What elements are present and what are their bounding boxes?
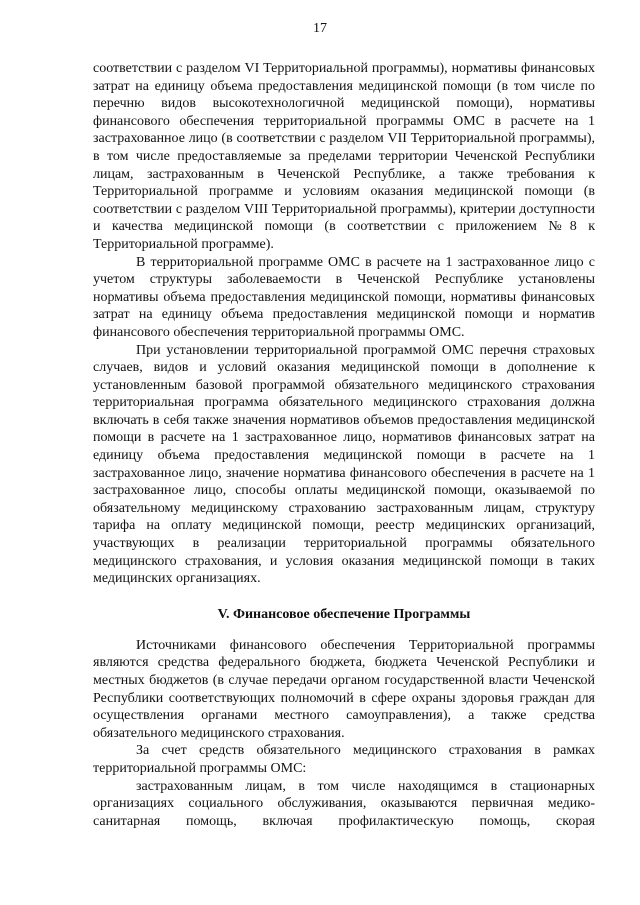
paragraph-continuation: соответствии с разделом VI Территориальной программы), нормативы финансовых затрат на единицу объема предоставления медицинской помощи (в том числе по перечню видов высокотехнологичной медицинской помощи), нормативы финансового обеспечения территориальной программы ОМС в расчете на 1 застрахованное лицо (в соответствии с разделом VII Территориальной программы), в том числе предоставляемые за пределами территории Чеченской Республики лицам, застрахованным в Чеченской Республике, а также требования к Территориальной программе и условиям оказания медицинской помощи (в соответствии с разделом VIII Территориальной программы), критерии доступности и качества медицинской помощи (в соответствии с приложением №8 к Территориальной программе). — [93, 61, 595, 252]
paragraph-insured-persons: застрахованным лицам, в том числе находящимся в стационарных организациях социального обслуживания, оказываются первичная медико-санитарная помощь, включая профилактическую помощь, скорая — [93, 778, 595, 829]
page-content — [93, 60, 595, 830]
paragraph-funding-sources: Источниками финансового обеспечения Территориальной программы являются средства федерального бюджета, бюджета Чеченской Республики и местных бюджетов (в случае передачи органом государственной власти Чеченской Республики соответствующих полномочий в сфере охраны здоровья граждан для осуществления органами местного самоуправления), а также средства обязательного медицинского страхования. — [93, 637, 595, 741]
paragraph-oms-funds: За счет средств обязательного медицинского страхования в рамках территориальной программы ОМС: — [93, 743, 595, 776]
paragraph-oms-norms: В территориальной программе ОМС в расчете на 1 застрахованное лицо с учетом структуры заболеваемости в Чеченской Республике установлены нормативы объема предоставления медицинской помощи, нормативы финансовых затрат на единицу объема предоставления медицинской помощи и норматив финансового обеспечения территориальной программы ОМС. — [93, 254, 595, 340]
page-number: 17 — [313, 21, 327, 36]
paragraph-insured-cases: При установлении территориальной программой ОМС перечня страховых случаев, видов и условий оказания медицинской помощи в дополнение к установленным базовой программой обязательного медицинского страхования территориальная программа обязательного медицинского страхования должна включать в себя также значения нормативов объемов предоставления медицинской помощи в расчете на 1 застрахованное лицо, нормативов финансовых затрат на единицу объема предоставления медицинской помощи в расчете на 1 застрахованное лицо, значение норматива финансового обеспечения в расчете на 1 застрахованное лицо, способы оплаты медицинской помощи, оказываемой по обязательному медицинскому страхованию застрахованным лицам, структуру тарифа на оплату медицинской помощи, реестр медицинских организаций, участвующих в реализации территориальной программы обязательного медицинского страхования, и условия оказания медицинской помощи в таких медицинских организациях. — [93, 342, 595, 587]
section-heading: V. Финансовое обеспечение Программы — [217, 606, 471, 622]
